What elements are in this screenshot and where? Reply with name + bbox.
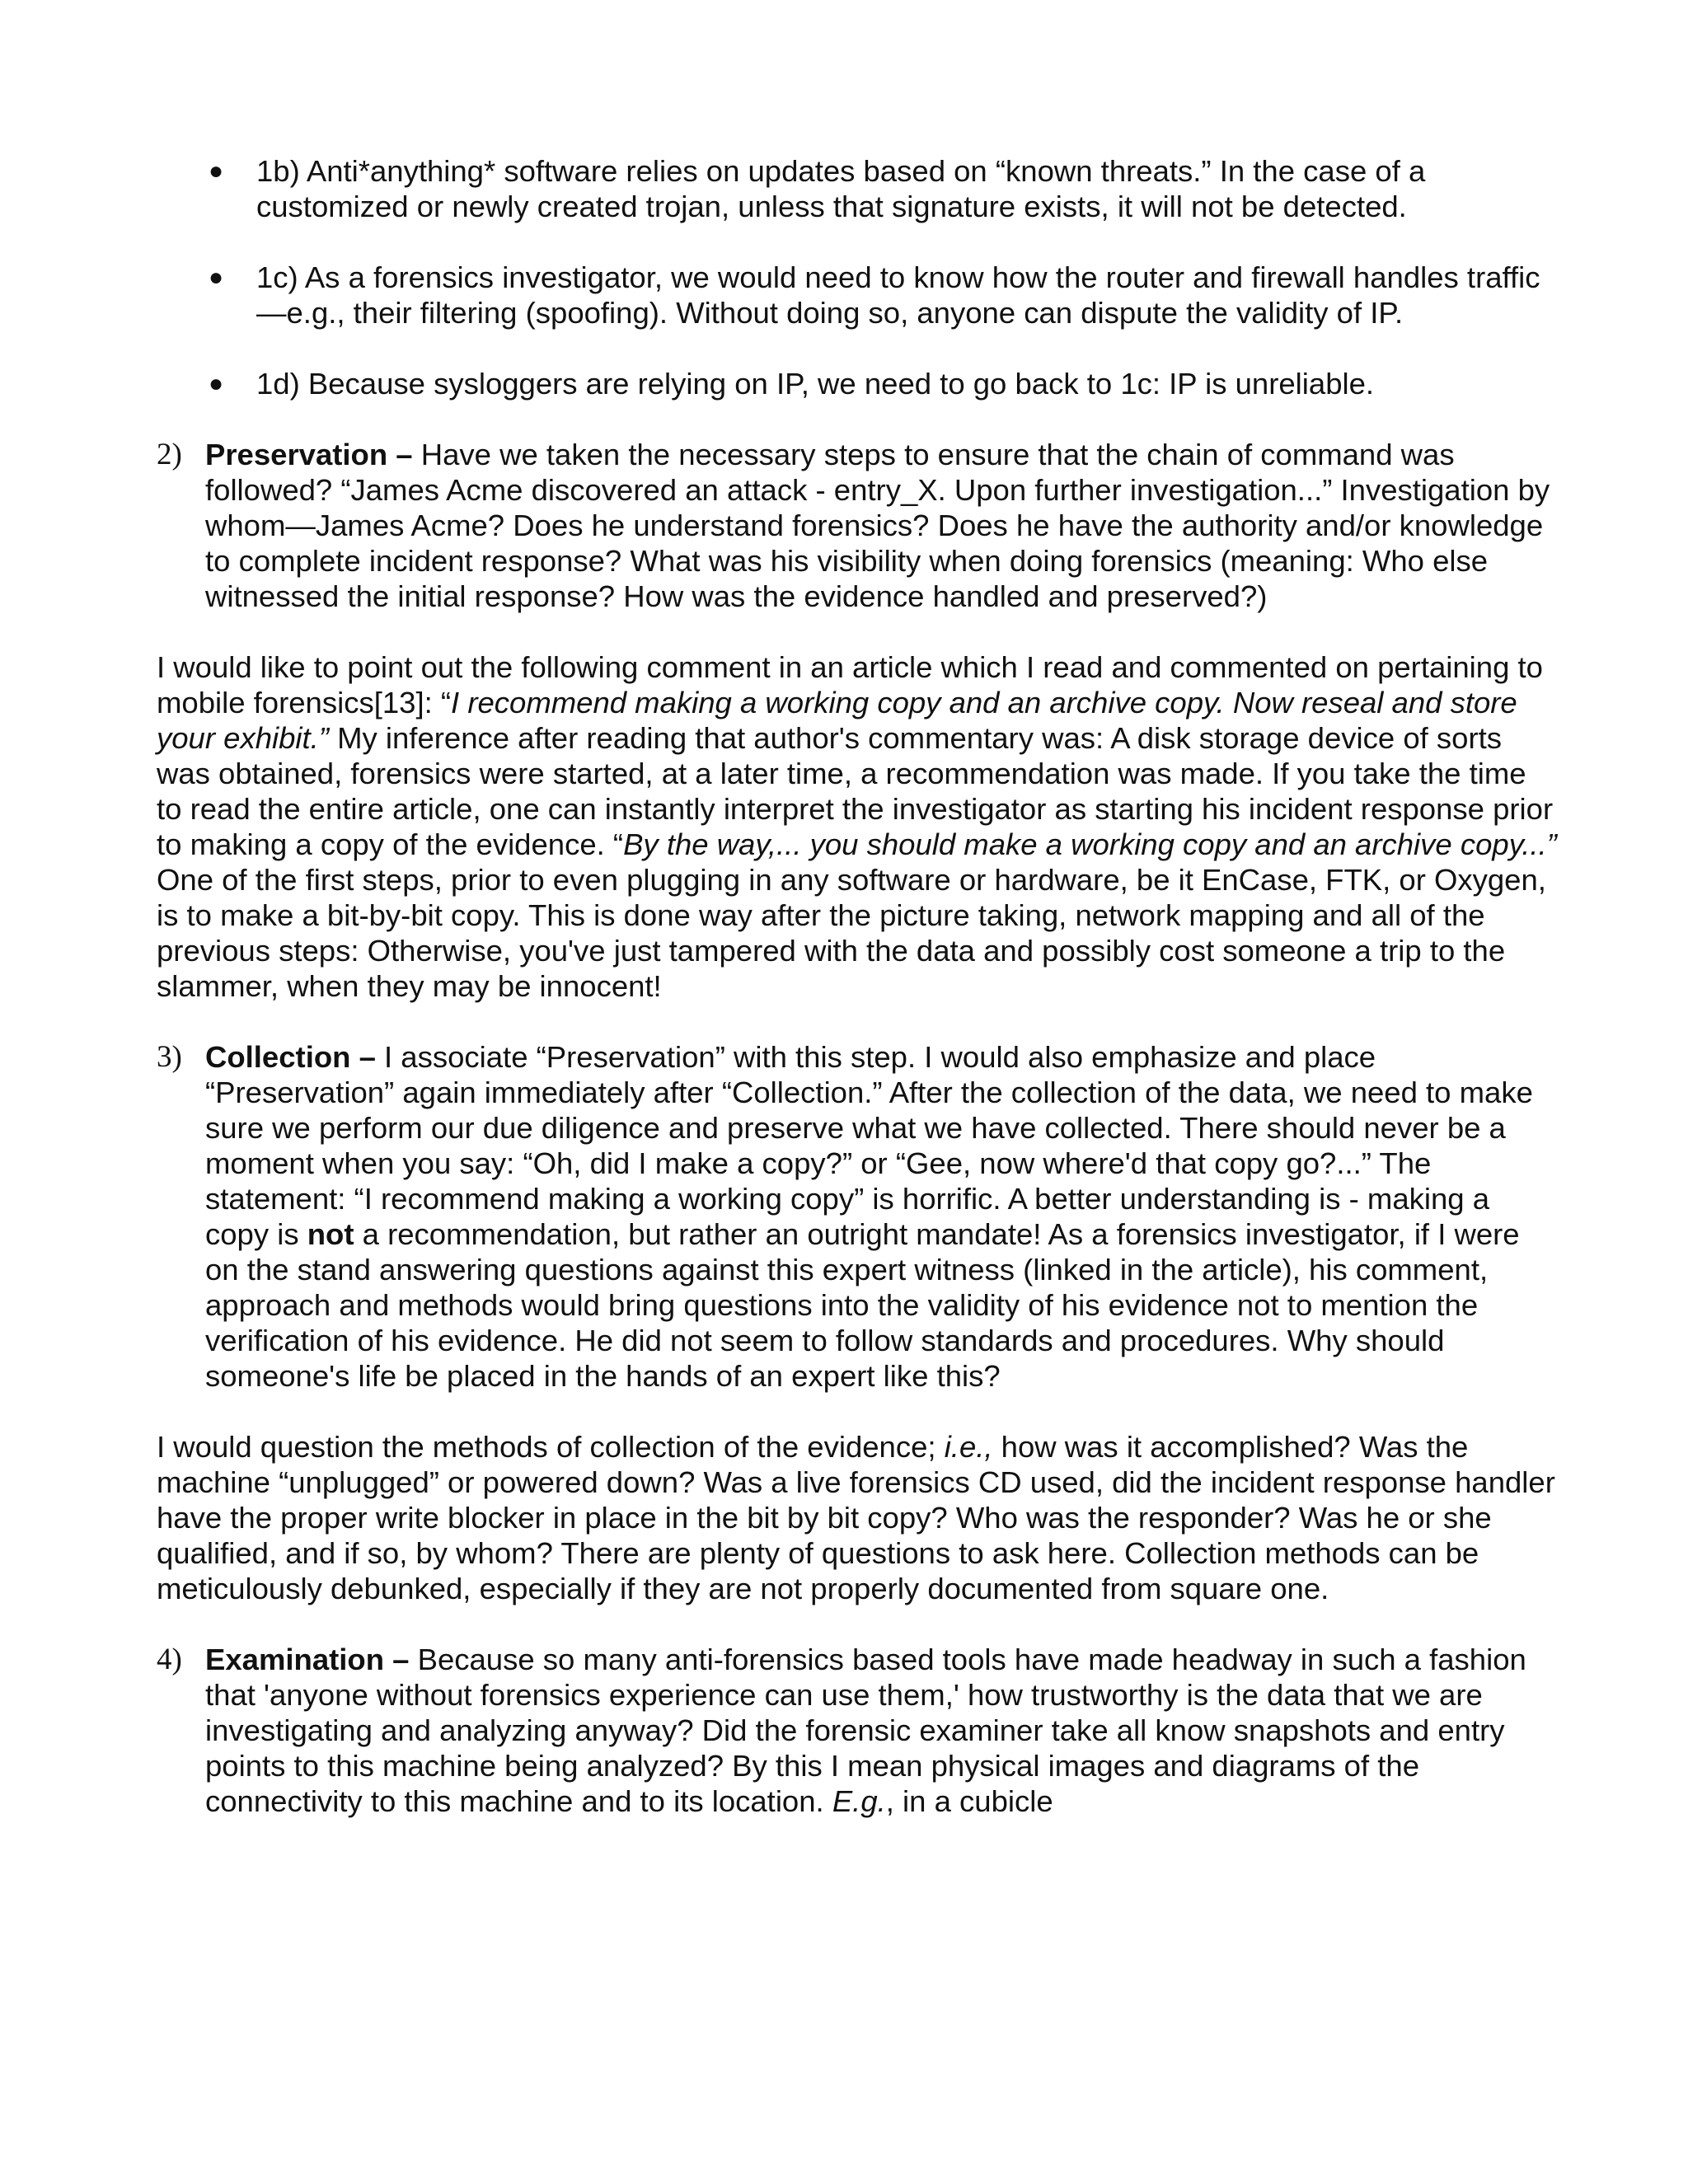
bullet-text: 1c) As a forensics investigator, we would need to know how the router and firewall handles traffic—e.g., their filtering (spoofing). Without doing so, anyone can dispute the validity of IP. (256, 260, 1540, 330)
bullet-marker: ● (209, 157, 224, 185)
bullet-marker: ● (209, 264, 224, 291)
paragraph-text: I would question the methods of collection of the evidence; (157, 1430, 945, 1464)
bullet-text: 1b) Anti*anything* software relies on updates based on “known threats.” In the case of a customized or newly created trojan, unless that signature exists, it will not be detected. (256, 154, 1426, 223)
section-heading: Examination – (205, 1643, 410, 1676)
section-preservation (157, 437, 1558, 614)
bullet-list (157, 153, 1558, 401)
paragraph-text: I would like to point out the following comment in an article which I read and commented on pertaining to mobile forensics[13]: “ (157, 650, 1543, 719)
section-text: a recommendation, but rather an outright mandate! As a forensics investigator, if I were on the stand answering questions against this expert witness (linked in the article), his comment, approach and methods would bring questions into the validity of his evidence not to mention the verification of his evidence. He did not seem to follow standards and procedures. Why should someone's life be placed in the hands of an expert like this? (205, 1217, 1520, 1393)
section-examination (157, 1642, 1558, 1819)
bullet-item-1c (157, 260, 1558, 330)
paragraph-collection-methods (157, 1429, 1558, 1606)
section-number: 3) (157, 1040, 182, 1074)
paragraph-mobile-forensics (157, 649, 1558, 1004)
italic-text: i.e., (944, 1430, 993, 1464)
paragraph-text: One of the first steps, prior to even plugging in any software or hardware, be it EnCase, FTK, or Oxygen, is to make a bit-by-bit copy. This is done way after the picture taking, network mapping and all of the previous steps: Otherwise, you've just tampered with the data and possibly cost someone a trip to the slammer, when they may be innocent! (157, 863, 1546, 1003)
section-text: Have we taken the necessary steps to ensure that the chain of command was followed? “James Acme discovered an attack - entry_X. Upon further investigation...” Investigation by whom—James Acme? Does he understand forensics? Does he have the authority and/or knowledge to complete incident response? What was his visibility when doing forensics (meaning: Who else witnessed the initial response? How was the evidence handled and preserved?) (205, 438, 1550, 613)
section-text: Because so many anti-forensics based tools have made headway in such a fashion that 'anyone without forensics experience can use them,' how trustworthy is the data that we are investigating and analyzing anyway? Did the forensic examiner take all know snapshots and entry points to this machine being analyzed? By this I mean physical images and diagrams of the connectivity to this machine and to its location. (205, 1643, 1526, 1818)
section-heading: Preservation – (205, 438, 413, 471)
bullet-text: 1d) Because sysloggers are relying on IP, we need to go back to 1c: IP is unreliable. (256, 367, 1375, 401)
quote-text: By the way,... you should make a working copy and an archive copy...” (623, 827, 1557, 861)
section-collection (157, 1039, 1558, 1394)
quote-text: I recommend making a working copy and an archive copy. Now reseal and store your exhibit.” (157, 686, 1517, 755)
document-page (157, 153, 1558, 1854)
section-heading: Collection – (205, 1040, 376, 1074)
bullet-item-1d (157, 366, 1558, 401)
section-number: 4) (157, 1643, 182, 1676)
bullet-item-1b (157, 153, 1558, 224)
section-number: 2) (157, 438, 182, 471)
emphasis-text: not (307, 1217, 354, 1251)
section-text: , in a cubicle (885, 1784, 1053, 1818)
bullet-marker: ● (209, 370, 224, 397)
paragraph-text: My inference after reading that author's commentary was: A disk storage device of sorts was obtained, forensics were started, at a later time, a recommendation was made. If you take the time to read the entire article, one can instantly interpret the investigator as starting his incident response prior to making a copy of the evidence. “ (157, 721, 1554, 861)
section-text: I associate “Preservation” with this step. I would also emphasize and place “Preservation” again immediately after “Collection.” After the collection of the data, we need to make sure we perform our due diligence and preserve what we have collected. There should never be a moment when you say: “Oh, did I make a copy?” or “Gee, now where'd that copy go?...” The statement: “I recommend making a working copy” is horrific. A better understanding is - making a copy is (205, 1040, 1533, 1251)
paragraph-text: how was it accomplished? Was the machine “unplugged” or powered down? Was a live forensics CD used, did the incident response handler have the proper write blocker in place in the bit by bit copy? Who was the responder? Was he or she qualified, and if so, by whom? There are plenty of questions to ask here. Collection methods can be meticulously debunked, especially if they are not properly documented from square one. (157, 1430, 1555, 1605)
italic-text: E.g. (832, 1784, 886, 1818)
